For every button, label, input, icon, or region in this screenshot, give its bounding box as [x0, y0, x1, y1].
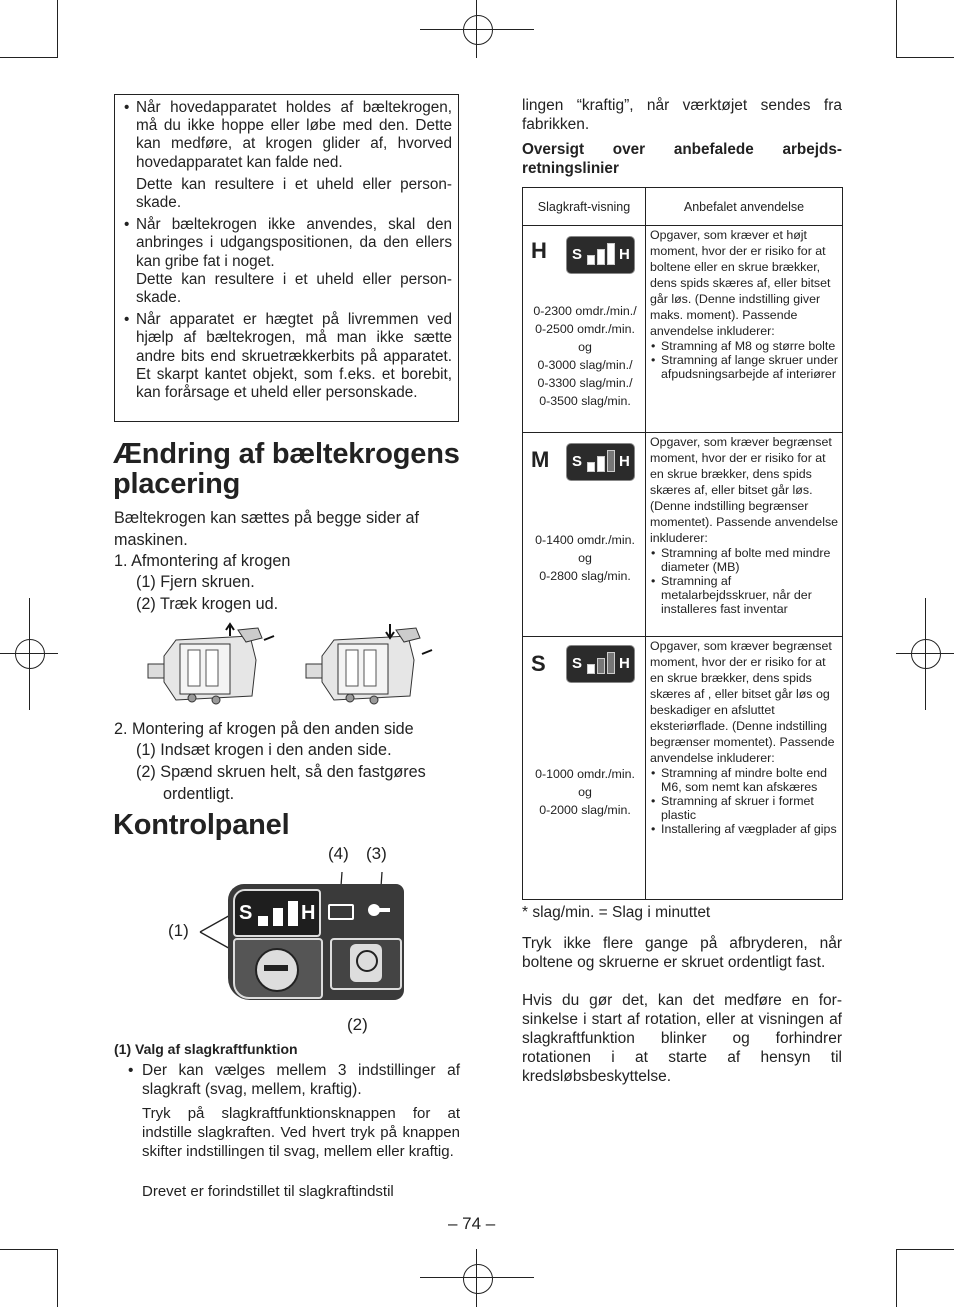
belt-hook-mounting-illustration	[304, 620, 434, 715]
mode-letter: M	[531, 447, 550, 472]
usage-bullet: • Stramning af metalarbejdsskruer, når der installeres fast inventar	[650, 574, 839, 616]
mode-cell	[523, 226, 646, 433]
callout-2: (2)	[347, 1015, 368, 1034]
warning-item: • Når bæltekrogen ikke anvendes, skal den anbringes i udgangspositionen, da den ellers kan gribe fat i noget.	[115, 216, 452, 271]
impact-mode-button[interactable]	[233, 938, 323, 999]
warning-note: Dette kan resultere i et uheld eller personskade.	[136, 270, 452, 307]
guidelines-table	[522, 187, 843, 900]
mode-letter: S	[531, 651, 546, 676]
impact-display: S H	[233, 889, 321, 937]
callout-3: (3)	[366, 844, 387, 863]
crop-mark	[57, 0, 58, 58]
page-number: – 74 –	[448, 1214, 496, 1233]
control-panel-illustration	[228, 884, 404, 1000]
lock-icon	[368, 904, 388, 918]
usage-bullet: • Stramning af M8 og større bolte	[650, 339, 839, 353]
crop-mark	[896, 1249, 897, 1307]
step-1-b: (2) Træk krogen ud.	[136, 595, 279, 613]
crop-mark	[896, 57, 954, 58]
delay-paragraph: Hvis du gør det, kan det medføre en forsinkelse i start af rotation, eller at visningen af slagkraftfunktion blinker og forhindrer rotationen i at starte af hensyn til kredsløbsbeskyttelse.	[522, 992, 842, 1085]
display-low-icon: S H	[566, 645, 635, 683]
crop-mark	[0, 1249, 58, 1250]
speed-list: 0-2300 omdr./min./ 0-2500 omdr./min. og 0-3000 slag/min./ 0-3300 slag/min./ 0-3500 slag/min.	[533, 304, 637, 409]
table-row	[523, 433, 843, 637]
warning-note: Dette kan resultere i et uheld eller personskade.	[136, 175, 452, 212]
switch-paragraph: Tryk ikke flere gange på afbryderen, når boltene og skruerne er skruet ordentligt fast.	[522, 935, 842, 971]
mode-letter: H	[531, 238, 547, 263]
step-2-a: (1) Indsæt krogen i den anden side.	[136, 741, 392, 759]
warning-item: • Når apparatet er hægtet på livremmen ved hjælp af bæltekrogen, må man ikke sætte andre bits end skruetrækkerbits på apparatet. Et skarpt kantet objekt, som f.eks. et borebit, kan forårsage et uheld eller personskade.	[115, 311, 452, 402]
impact-function-bullet: • Der kan vælges mellem 3 indstillinger af slagkraft (svag, mellem, kraftig).	[128, 1062, 460, 1098]
crop-mark	[896, 0, 897, 58]
callout-1: (1)	[168, 921, 189, 940]
battery-icon	[328, 904, 354, 920]
table-header-cell: Slagkraft-visning	[523, 188, 646, 226]
usage-cell: Opgaver, som kræver et højt moment, hvor der er risiko for at boltene eller en skrue brækker, dens spids skæres af, eller bitset går løs. (Denne indstilling giver maks. moment). Passende anvendelse inkluderer: • Stramning af M8 og større bolte • Stramning af lange skruer under afpudsningsarbejde af interiører	[646, 226, 843, 433]
belt-hook-removal-illustration	[146, 620, 276, 715]
table-header-row	[523, 188, 843, 226]
guidelines-heading: Oversigt over anbefalede arbejdsretningslinier	[522, 141, 842, 177]
step-2-b: (2) Spænd skruen helt, så den fastgøres	[136, 763, 426, 781]
sub-heading-impact-function: (1) Valg af slagkraftfunktion	[114, 1041, 298, 1057]
crop-mark	[896, 1249, 954, 1250]
warning-item: • Når hovedapparatet holdes af bæltekrogen, må du ikke hoppe eller løbe med den. Dette kan medføre, at krogen glider af, hvorved hovedapparatet kan falde ned.	[115, 99, 452, 172]
belt-hook-intro: Bæltekrogen kan sættes på begge sider af maskinen.	[114, 509, 420, 549]
footnote: * slag/min. = Slag i minuttet	[522, 904, 711, 921]
speed-list: 0-1400 omdr./min. og 0-2800 slag/min.	[535, 533, 635, 584]
factory-setting-text: lingen “kraftig”, når værktøjet sendes fra fabrikken.	[522, 97, 842, 133]
step-1-heading: 1. Afmontering af krogen	[114, 552, 291, 570]
table-row	[523, 226, 843, 433]
usage-bullet: • Installering af vægplader af gips	[650, 822, 839, 836]
step-1-a: (1) Fjern skruen.	[136, 573, 255, 591]
section-title-control-panel: Kontrolpanel	[113, 809, 290, 841]
crop-mark	[0, 57, 58, 58]
step-2-heading: 2. Montering af krogen på den anden side	[114, 720, 414, 738]
usage-bullet: • Stramning af bolte med mindre diameter (MB)	[650, 546, 839, 574]
warning-box	[114, 94, 459, 422]
callout-4: (4)	[328, 844, 349, 863]
mode-cell	[523, 433, 646, 637]
usage-cell: Opgaver, som kræver begrænset moment, hvor der er risiko for at en skrue brækker, dens spids skæres af, eller bitset går løs. (Denne indstilling begrænser momentet). Passende anvendelse inkluderer: • Stramning af bolte med mindre diameter (MB) • Stramning af metalarbejdsskruer, når der installeres fast inventar	[646, 433, 843, 637]
impact-function-paragraph-cont: Drevet er forindstillet til slagkraftindstil	[142, 1183, 394, 1200]
table-header-cell: Anbefalet anvendelse	[646, 188, 843, 226]
usage-bullet: • Stramning af mindre bolte end M6, som nemt kan afskæres	[650, 766, 839, 794]
crop-mark	[57, 1249, 58, 1307]
usage-cell: Opgaver, som kræver begrænset moment, hvor der er risiko for at en skrue brækker, dens spids skæres af , eller bitset går løs og beskadiger en afsluttet eksteriørflade. (Denne indstilling begrænser momentet). Passende anvendelse inkluderer: • Stramning af mindre bolte end M6, som nemt kan afskæres • Stramning af skruer i formet plastic • Installering af vægplader af gips	[646, 637, 843, 900]
section-title-belt-hook: Ændring af bæltekrogens placering	[113, 438, 460, 500]
usage-bullet: • Stramning af skruer i formet plastic	[650, 794, 839, 822]
table-row	[523, 637, 843, 900]
display-high-icon: S H	[566, 236, 635, 274]
impact-function-paragraph: Tryk på slagkraftfunktionsknappen for at indstille slagkraften. Ved hvert tryk på knappen skifter indstillingen til svag, mellem eller kraftig.	[142, 1105, 460, 1160]
speed-list: 0-1000 omdr./min. og 0-2000 slag/min.	[535, 767, 635, 818]
step-2-b-cont: ordentligt.	[163, 785, 235, 803]
led-light-button[interactable]	[330, 938, 402, 990]
display-medium-icon: S H	[566, 443, 635, 481]
usage-bullet: • Stramning af lange skruer under afpudsningsarbejde af interiører	[650, 353, 839, 381]
mode-cell	[523, 637, 646, 900]
